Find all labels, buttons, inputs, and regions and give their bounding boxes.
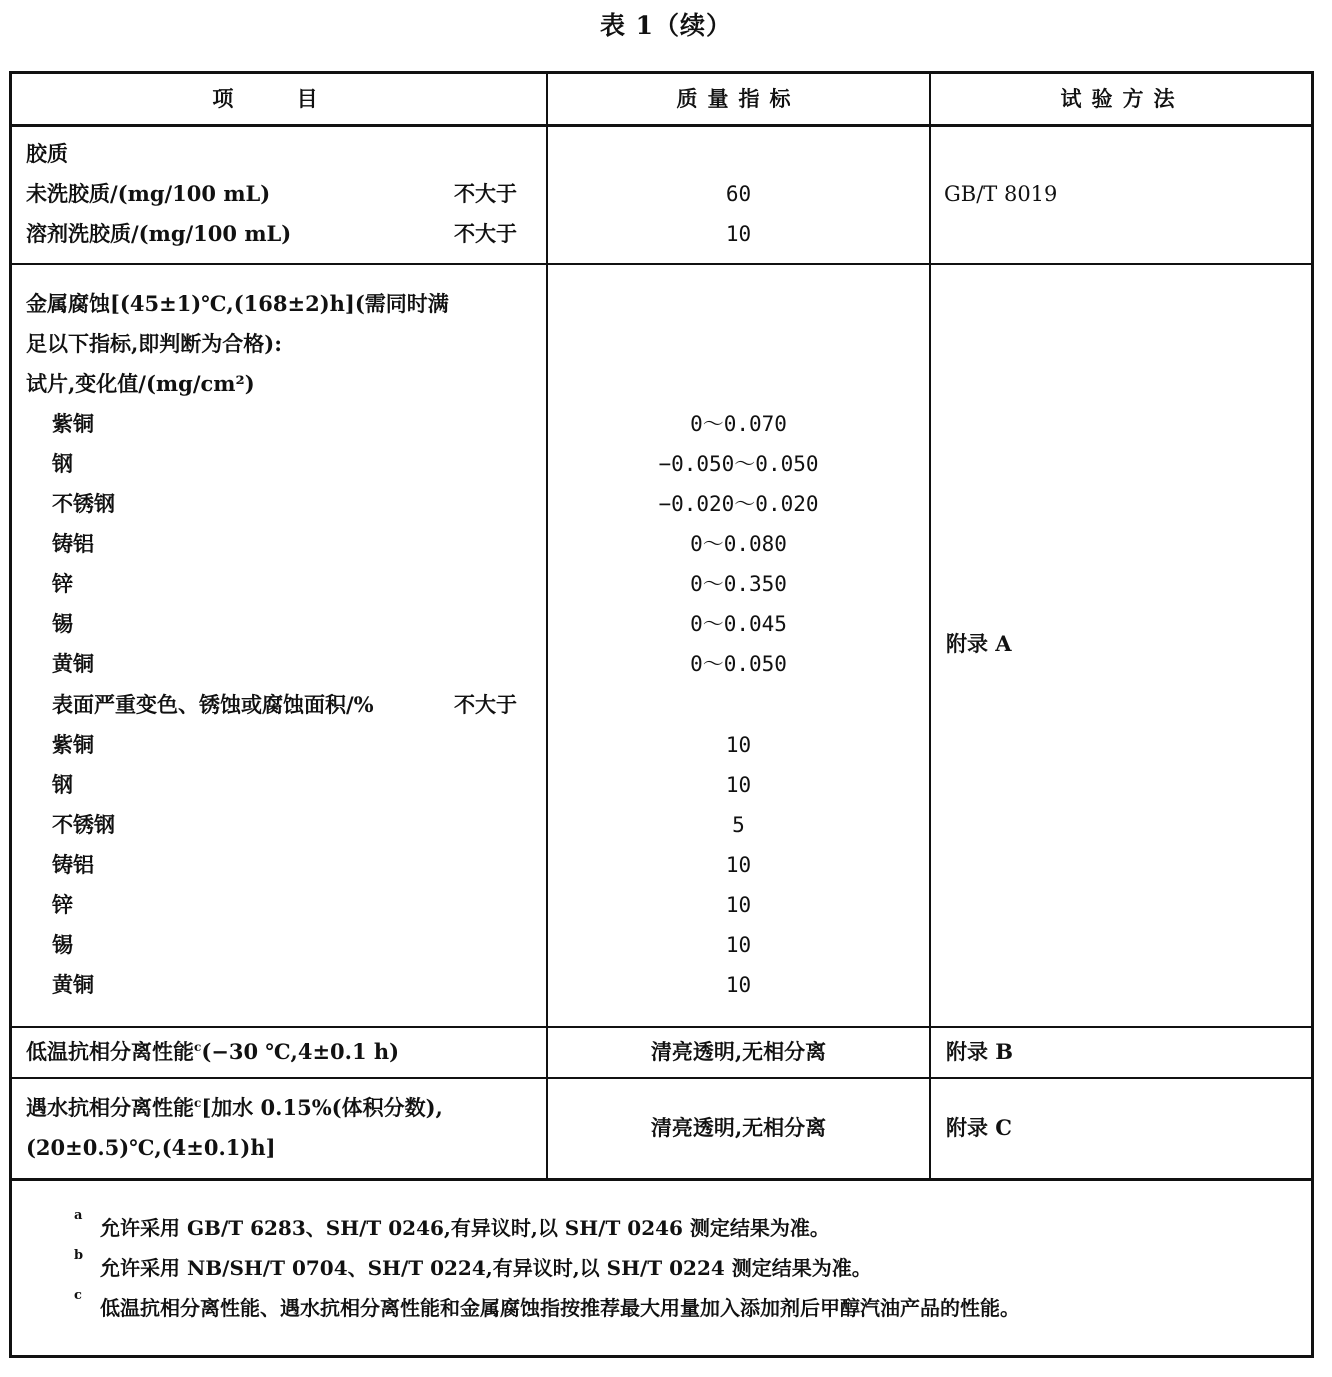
mass-item-value: 0～0.350 [690, 572, 787, 596]
area-item-value: 10 [725, 853, 752, 877]
gum-washed-label: 溶剂洗胶质/(mg/100 mL) [26, 221, 292, 246]
corrosion-title-line2: 足以下指标,即判断为合格): [26, 331, 282, 356]
area-item-label: 锌 [52, 892, 73, 917]
footnote-text: 允许采用 GB/T 6283、SH/T 0246,有异议时,以 SH/T 0246 测定结果为准。 [100, 1216, 830, 1240]
mass-item-label: 紫铜 [52, 411, 94, 436]
header-method: 试验方法 [1060, 86, 1185, 111]
area-item-value: 10 [725, 973, 752, 997]
mass-item-label: 钢 [52, 451, 73, 476]
area-item-value: 10 [725, 933, 752, 957]
area-item-label: 黄铜 [52, 972, 94, 997]
mass-item-label: 黄铜 [52, 651, 94, 676]
header-spec: 质量指标 [676, 86, 801, 111]
mass-item-label: 不锈钢 [52, 491, 115, 516]
table-title: 表 1（续） [599, 11, 733, 40]
row-divider-water [12, 1178, 1311, 1181]
corrosion-mass-label: 试片,变化值/(mg/cm²) [26, 371, 255, 396]
low-temp-method: 附录 B [946, 1039, 1014, 1064]
low-temp-value: 清亮透明,无相分离 [650, 1039, 827, 1064]
mass-item-value: −0.050～0.050 [658, 452, 819, 476]
water-label-main: 遇水抗相分离性能 [26, 1095, 194, 1120]
mass-item-value: −0.020～0.020 [658, 492, 819, 516]
water-label-condition: [加水 0.15%(体积分数), [201, 1095, 443, 1120]
area-item-label: 不锈钢 [52, 812, 115, 837]
mass-item-label: 锌 [52, 571, 73, 596]
footnote-mark: b [74, 1248, 84, 1263]
mass-item-value: 0～0.045 [690, 612, 787, 636]
low-temp-label-main: 低温抗相分离性能 [26, 1039, 194, 1064]
header-divider [12, 124, 1311, 127]
spec-table [9, 71, 1314, 1358]
mass-item-label: 锡 [52, 611, 73, 636]
corrosion-area-limit: 不大于 [454, 692, 517, 717]
gum-method: GB/T 8019 [944, 182, 1058, 206]
area-item-label: 紫铜 [52, 732, 94, 757]
footnote-mark: a [74, 1208, 83, 1223]
area-item-value: 10 [725, 773, 752, 797]
mass-item-value: 0～0.080 [690, 532, 787, 556]
gum-washed-value: 10 [725, 222, 752, 246]
water-method: 附录 C [946, 1115, 1013, 1140]
water-label-line2: (20±0.5)℃,(4±0.1)h] [26, 1135, 276, 1160]
area-item-label: 锡 [52, 932, 73, 957]
area-item-label: 铸铝 [52, 852, 94, 877]
low-temp-label [26, 1032, 399, 1072]
water-value: 清亮透明,无相分离 [650, 1115, 827, 1140]
gum-unwashed-limit: 不大于 [454, 181, 517, 206]
row-divider-low-temp [12, 1077, 1311, 1079]
footnote-ref: c [194, 1096, 202, 1110]
mass-item-value: 0～0.070 [690, 412, 787, 436]
gum-unwashed-value: 60 [725, 182, 752, 206]
low-temp-label-condition: (−30 ℃,4±0.1 h) [201, 1039, 400, 1064]
footnote-ref: c [194, 1040, 202, 1054]
water-label-line1 [26, 1088, 443, 1128]
area-item-value: 10 [725, 893, 752, 917]
footnote-mark: c [74, 1288, 82, 1303]
corrosion-method: 附录 A [946, 631, 1012, 656]
area-item-value: 5 [732, 813, 745, 837]
row-divider-gum [12, 263, 1311, 265]
header-item: 项 目 [212, 86, 346, 111]
footnote-text: 允许采用 NB/SH/T 0704、SH/T 0224,有异议时,以 SH/T 0224 测定结果为准。 [100, 1256, 872, 1280]
row-divider-corrosion [12, 1026, 1311, 1028]
column-divider-2 [929, 74, 931, 1180]
corrosion-area-label: 表面严重变色、锈蚀或腐蚀面积/% [52, 692, 374, 717]
gum-unwashed-label: 未洗胶质/(mg/100 mL) [26, 181, 271, 206]
area-item-value: 10 [725, 733, 752, 757]
area-item-label: 钢 [52, 772, 73, 797]
mass-item-label: 铸铝 [52, 531, 94, 556]
footnote-text: 低温抗相分离性能、遇水抗相分离性能和金属腐蚀指按推荐最大用量加入添加剂后甲醇汽油产品的性能。 [100, 1296, 1020, 1320]
corrosion-title-line1: 金属腐蚀[(45±1)℃,(168±2)h](需同时满 [26, 291, 449, 316]
gum-label: 胶质 [26, 141, 68, 166]
gum-washed-limit: 不大于 [454, 221, 517, 246]
mass-item-value: 0～0.050 [690, 652, 787, 676]
